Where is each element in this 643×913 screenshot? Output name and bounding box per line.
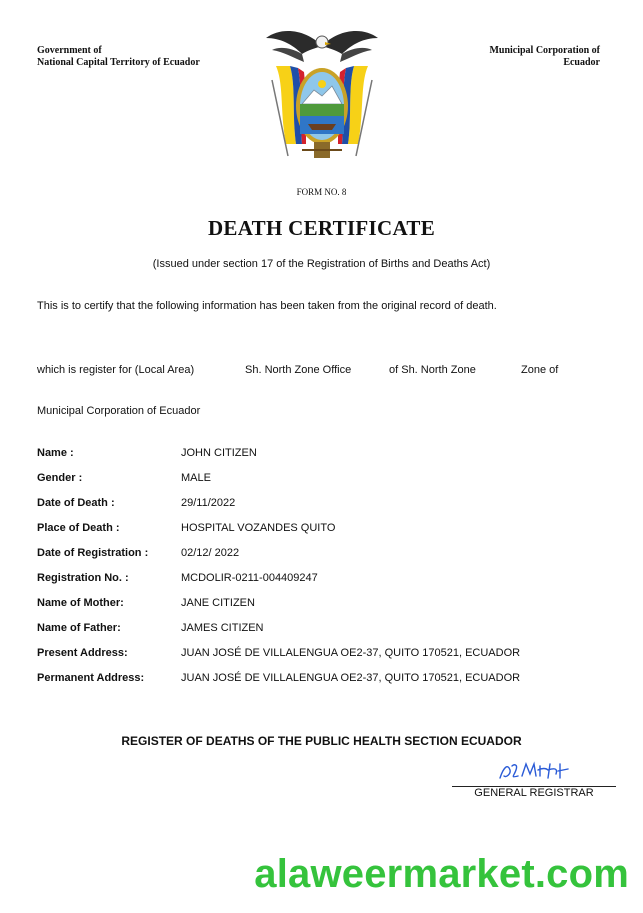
issuing-authority-line1: Government of [37, 45, 102, 56]
local-area-zone: of Sh. North Zone [389, 364, 476, 376]
local-area-office: Sh. North Zone Office [245, 364, 352, 376]
mother-name-label: Name of Mother: [37, 597, 124, 609]
issuing-authority [37, 45, 200, 69]
municipal-corporation-line: Municipal Corporation of Ecuador [37, 405, 201, 417]
registration-number-value: MCDOLIR-0211-004409247 [181, 572, 318, 584]
certification-statement: This is to certify that the following information has been taken from the original record of death. [37, 300, 497, 312]
municipal-authority-line2: Ecuador [563, 57, 600, 68]
register-of-deaths-line: REGISTER OF DEATHS OF THE PUBLIC HEALTH SECTION ECUADOR [121, 734, 522, 748]
coat-of-arms-icon [262, 24, 382, 170]
name-label: Name : [37, 447, 74, 459]
gender-label: Gender : [37, 472, 83, 484]
municipal-authority [489, 45, 600, 69]
date-of-registration-label: Date of Registration : [37, 547, 149, 559]
permanent-address-label: Permanent Address: [37, 672, 145, 684]
watermark: alaweermarket.com [254, 852, 629, 896]
municipal-authority-line1: Municipal Corporation of [489, 45, 600, 56]
signature-title: GENERAL REGISTRAR [474, 787, 594, 799]
issuing-authority-line2: National Capital Territory of Ecuador [37, 57, 200, 68]
local-area-label: which is register for (Local Area) [37, 364, 195, 376]
father-name-label: Name of Father: [37, 622, 121, 634]
mother-name-value: JANE CITIZEN [181, 597, 255, 609]
date-of-death-label: Date of Death : [37, 497, 115, 509]
form-number: FORM NO. 8 [296, 187, 347, 197]
place-of-death-value: HOSPITAL VOZANDES QUITO [181, 522, 336, 534]
document-subtitle: (Issued under section 17 of the Registration of Births and Deaths Act) [152, 258, 491, 270]
present-address-label: Present Address: [37, 647, 128, 659]
place-of-death-label: Place of Death : [37, 522, 120, 534]
registration-number-label: Registration No. : [37, 572, 129, 584]
gender-value: MALE [181, 472, 211, 484]
father-name-value: JAMES CITIZEN [181, 622, 264, 634]
registrar-signature [496, 760, 572, 782]
permanent-address-value: JUAN JOSÉ DE VILLALENGUA OE2-37, QUITO 170521, ECUADOR [181, 672, 521, 684]
local-area-zone-of: Zone of [521, 364, 559, 376]
date-of-registration-value: 02/12/ 2022 [181, 547, 240, 559]
date-of-death-value: 29/11/2022 [181, 497, 236, 509]
present-address-value: JUAN JOSÉ DE VILLALENGUA OE2-37, QUITO 170521, ECUADOR [181, 647, 521, 659]
name-value: JOHN CITIZEN [181, 447, 257, 459]
document-title: DEATH CERTIFICATE [207, 216, 436, 240]
